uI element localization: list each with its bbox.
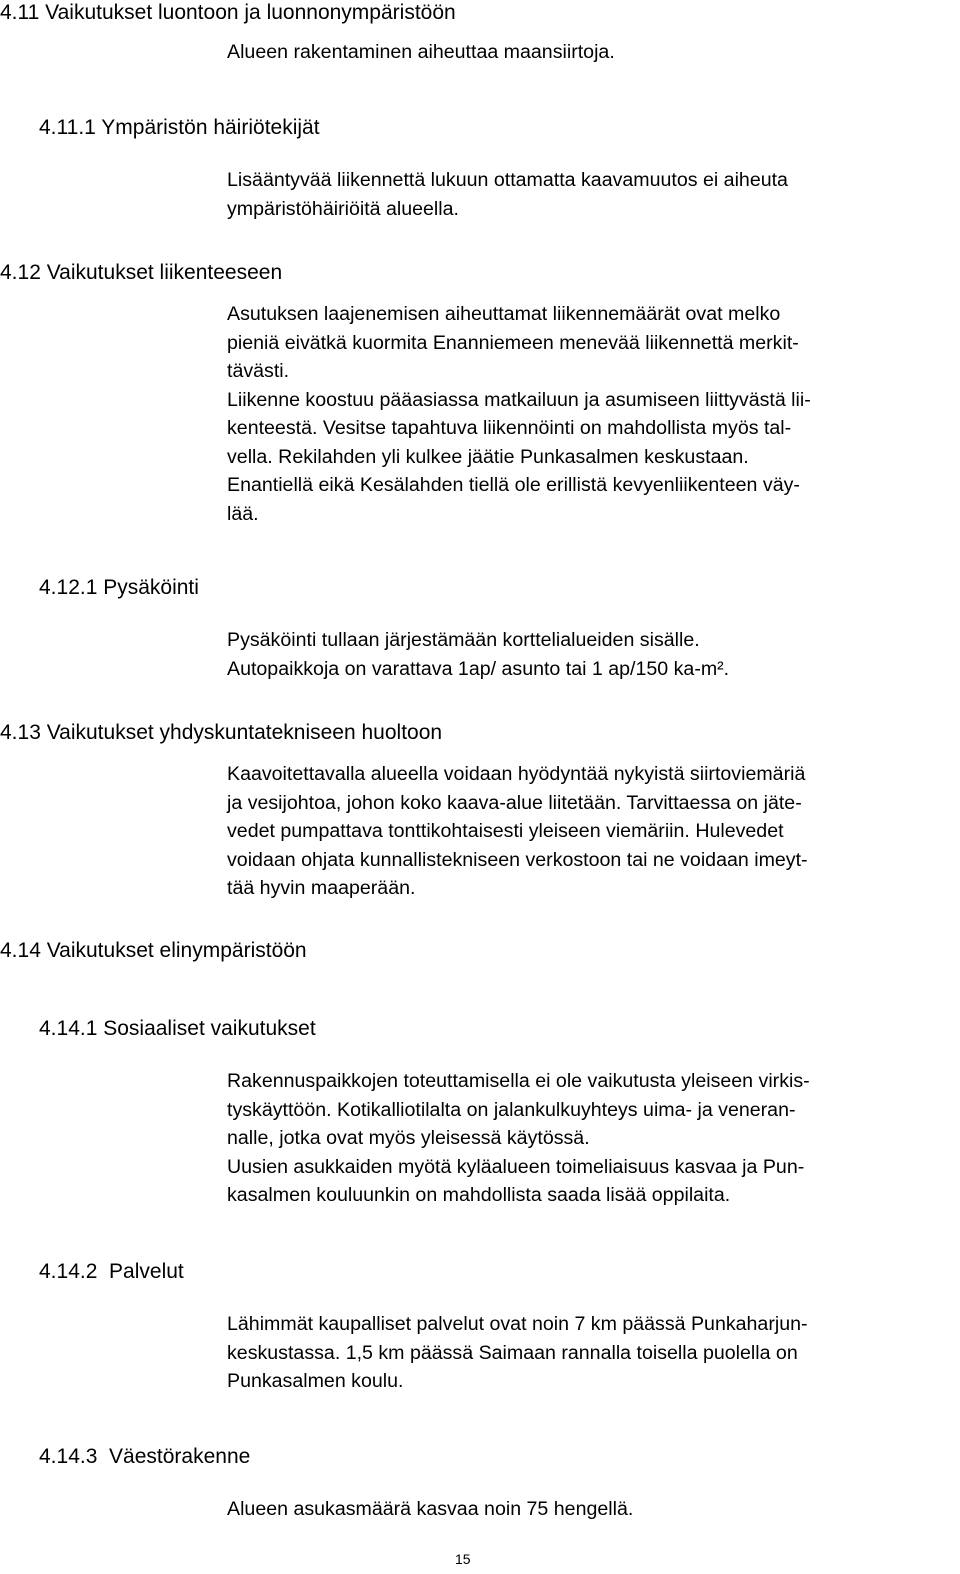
paragraph-4-14-3 bbox=[227, 1495, 955, 1524]
paragraph-4-11-1 bbox=[227, 166, 955, 223]
text-line: kenteestä. Vesitse tapahtuva liikennöinti on mahdollista myös tal- bbox=[227, 417, 792, 439]
text-line: Lähimmät kaupalliset palvelut ovat noin 7 km päässä Punkaharjun- bbox=[227, 1313, 808, 1335]
text-line: tyskäyttöön. Kotikalliotilalta on jalankulkuyhteys uima- ja veneran- bbox=[227, 1098, 796, 1121]
text-line: Enantiellä eikä Kesälahden tiellä ole erillistä kevyenliikenteen väy- bbox=[227, 474, 800, 496]
paragraph-4-14-2 bbox=[227, 1310, 955, 1396]
text-line: Rakennuspaikkojen toteuttamisella ei ole vaikutusta yleiseen virkis- bbox=[227, 1070, 810, 1092]
text-line: kasalmen kouluunkin on mahdollista saada lisää oppilaita. bbox=[227, 1184, 731, 1206]
text-line: vedet pumpattava tonttikohtaisesti yleiseen viemäriin. Hulevedet bbox=[227, 820, 784, 842]
paragraph-4-11 bbox=[227, 38, 955, 67]
paragraph-4-13 bbox=[227, 760, 955, 903]
heading-4-12-1: 4.12.1 Pysäköinti bbox=[39, 576, 199, 599]
heading-4-11-1: 4.11.1 Ympäristön häiriötekijät bbox=[39, 116, 320, 139]
text-line: Autopaikkoja on varattava 1ap/ asunto tai 1 ap/150 ka-m². bbox=[227, 657, 730, 680]
heading-4-11: 4.11 Vaikutukset luontoon ja luonnonympäristöön bbox=[0, 1, 456, 24]
heading-4-14-2: 4.14.2 Palvelut bbox=[39, 1260, 184, 1283]
text-line: tää hyvin maaperään. bbox=[227, 877, 416, 899]
text-line: tävästi. bbox=[227, 360, 290, 382]
heading-4-13: 4.13 Vaikutukset yhdyskuntatekniseen huoltoon bbox=[0, 721, 443, 744]
text-line: ympäristöhäiriöitä alueella. bbox=[227, 197, 459, 220]
text-line: keskustassa. 1,5 km päässä Saimaan rannalla toisella puolella on bbox=[227, 1341, 798, 1364]
text-line: nalle, jotka ovat myös yleisessä käytössä. bbox=[227, 1127, 590, 1149]
text-line: vella. Rekilahden yli kulkee jäätie Punkasalmen keskustaan. bbox=[227, 445, 749, 468]
paragraph-4-14-1 bbox=[227, 1067, 955, 1210]
heading-4-14: 4.14 Vaikutukset elinympäristöön bbox=[0, 939, 307, 962]
text-line: Uusien asukkaiden myötä kyläalueen toimeliaisuus kasvaa ja Pun- bbox=[227, 1155, 805, 1178]
text-line: voidaan ohjata kunnallistekniseen verkostoon tai ne voidaan imeyt- bbox=[227, 848, 808, 871]
text-line: Liikenne koostuu pääasiassa matkailuun ja asumiseen liittyvästä lii- bbox=[227, 388, 811, 411]
text-line: Lisääntyvää liikennettä lukuun ottamatta kaavamuutos ei aiheuta bbox=[227, 169, 788, 191]
text-line: Alueen rakentaminen aiheuttaa maansiirtoja. bbox=[227, 41, 615, 63]
heading-4-14-3: 4.14.3 Väestörakenne bbox=[39, 1445, 251, 1468]
heading-4-12: 4.12 Vaikutukset liikenteeseen bbox=[0, 261, 283, 284]
text-line: Kaavoitettavalla alueella voidaan hyödyntää nykyistä siirtoviemäriä bbox=[227, 763, 806, 785]
page-number: 15 bbox=[455, 1551, 471, 1567]
text-line: lää. bbox=[227, 502, 259, 525]
text-line: Pysäköinti tullaan järjestämään korttelialueiden sisälle. bbox=[227, 629, 700, 651]
text-line: Punkasalmen koulu. bbox=[227, 1370, 404, 1392]
text-line: Alueen asukasmäärä kasvaa noin 75 hengellä. bbox=[227, 1498, 634, 1520]
paragraph-4-12-1 bbox=[227, 626, 955, 683]
paragraph-4-12 bbox=[227, 300, 955, 528]
text-line: ja vesijohtoa, johon koko kaava-alue liitetään. Tarvittaessa on jäte- bbox=[227, 791, 802, 814]
heading-4-14-1: 4.14.1 Sosiaaliset vaikutukset bbox=[39, 1017, 316, 1040]
text-line: pieniä eivätkä kuormita Enanniemeen menevää liikennettä merkit- bbox=[227, 331, 799, 354]
text-line: Asutuksen laajenemisen aiheuttamat liikennemäärät ovat melko bbox=[227, 303, 781, 325]
